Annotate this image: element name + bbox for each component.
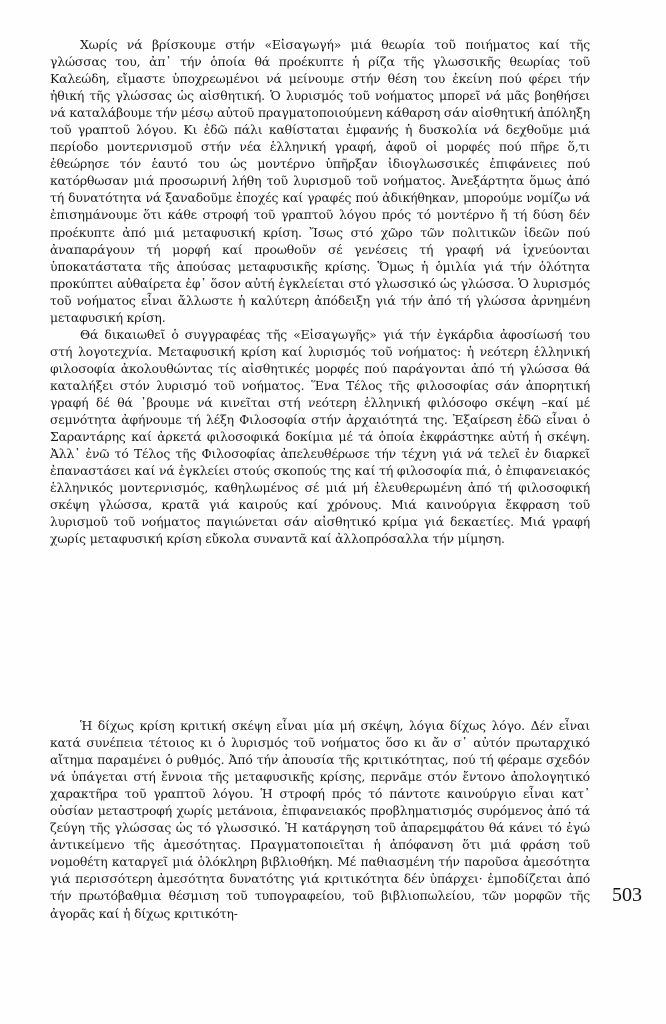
paragraph bbox=[50, 36, 590, 326]
paragraph bbox=[50, 326, 590, 548]
text-section-1 bbox=[50, 36, 590, 547]
paragraph-text: Ἡ δίχως κρίση κριτική σκέψη εἶναι μία μή σκέψη, λόγια δίχως λόγο. Δέν εἶναι κατά συνέπεια τέτοιος κι ὁ λυρισμός τοῦ νοήματος ὅσο κι ἄν σ᾽ αὐτόν πρωταρχικό αἴτημα παραμένει ὁ ρυθμός. Ἀπό τήν ἀπουσία τῆς κριτικότητας, πού τή φέραμε σχεδόν νά ὑπάγεται στή ἔννοια τῆς μεταφυσικῆς κρίσης, περνᾶμε στόν ἔντονο ἀπολογητικό χαρακτῆρα τοῦ γραπτοῦ λόγου. Ἡ στροφή πρός τό πάντοτε καινούργιο εἶναι κατ᾽ οὐσίαν μεταστροφή χωρίς μετάνοια, ἐπιφανειακός προβληματισμός συρόμενος ἀπό τά ζεύγη τῆς γλώσσας ὡς τό γλωσσικό. Ἡ κατάργηση τοῦ ἀπαρεμφάτου θά κάνει τό ἐγώ ἀντικείμενο τῆς ἀμεσότητας. Πραγματοποιεῖται ἡ ἀπόφανση ὅτι μιά φράση τοῦ νομοθέτη καταργεῖ μιά ὁλόκληρη βιβλιοθήκη. Μέ παθιασμένη τήν παροῦσα ἀμεσότητα γιά περισσότερη ἀμεσότητα δυνατότης γιά κριτικότητα δέν ὑπάρχει· ἐμποδίζεται ἀπό τήν πρωτόβαθμια θέσμιση τοῦ τυπογραφείου, τοῦ βιβλιοπωλείου, τῶν μορφῶν τῆς ἀγορᾶς καί ἡ δίχως κριτικότη- bbox=[50, 718, 590, 921]
paragraph-text: Θά δικαιωθεῖ ὁ συγγραφέας τῆς «Εἰσαγωγῆς» γιά τήν ἐγκάρδια ἀφοσίωσή του στή λογοτεχνία. Μεταφυσική κρίση καί λυρισμός τοῦ νοήματος: ἡ νεότερη ἑλληνική φιλοσοφία ἀκολουθώντας τίς αἰσθητικές μορφές πού παράγονται ἀπό τή γλώσσα θά καταλήξει στόν λυρισμό τοῦ νοήματος. Ἕνα Τέλος τῆς φιλοσοφίας σάν ἀπορητική γραφή δέ θά ᾽βρουμε νά κινεῖται στή νεότερη ἑλληνική φιλόσοφο σκέψη –καί μέ σεμνότητα ἀφήνουμε τή λέξη Φιλοσοφία στήν ἀρχαιότητά της. Ἐξαίρεση ἐδῶ εἶναι ὁ Σαραντάρης καί ἀρκετά φιλοσοφικά δοκίμια μέ τά ὁποία ἐκφράστηκε αὐτή ἡ σκέψη. Ἀλλ᾽ ἐνῶ τό Τέλος τῆς Φιλοσοφίας ἀπελευθέρωσε τήν τέχνη γιά νά τελεῖ ἐν διαρκεῖ ἐπαναστάσει καί νά ἐγκλείει στούς σκοπούς της καί τή φιλοσοφία πιά, ὁ ἐπιφανειακός ἑλληνικός μοντερνισμός, καθηλωμένος σέ μιά μή ἐλευθερωμένη ἀπό τή φιλοσοφική σκέψη γλώσσα, κρατᾶ γιά καιρούς καί χρόνους. Μιά καινούργια ἔκφραση τοῦ λυρισμοῦ τοῦ νοήματος παγιώνεται σάν αἰσθητικό κρίμα γιά δεκαετίες. Μιά γραφή χωρίς μεταφυσική κρίση εὔκολα συναντᾶ καί ἀλλοπρόσαλλα τήν μίμηση. bbox=[50, 326, 590, 547]
paragraph bbox=[50, 717, 590, 922]
page-number: 503 bbox=[612, 884, 642, 906]
paragraph-text: Χωρίς νά βρίσκουμε στήν «Εἰσαγωγή» μιά θεωρία τοῦ ποιήματος καί τῆς γλώσσας του, ἀπ᾽ τήν ὁποία θά προέκυπτε ἡ ρίζα τῆς γλωσσικῆς θεωρίας τοῦ Καλεώδη, εἴμαστε ὑποχρεωμένοι νά μείνουμε στήν θέση του ἐκείνη πού φέρει τήν ἠθική τῆς γλώσσας ὡς αἰσθητική. Ὁ λυρισμός τοῦ νοήματος μπορεῖ νά μᾶς βοηθήσει νά καταλάβουμε τήν μέσῳ αὐτοῦ πραγματοποιούμενη κάθαρση σάν αἰσθητική ἀπόληξη τοῦ γραπτοῦ λόγου. Κι ἐδῶ πάλι καθίσταται ἐμφανής ἡ δυσκολία νά δεχθοῦμε μιά περίοδο μοντερνισμοῦ στήν νέα ἑλληνική γραφή, ἀφοῦ οἱ μορφές πού πῆρε ὅ,τι ἐθεώρησε τόν ἑαυτό του ὡς μοντέρνο ὑπῆρξαν ἰδιογλωσσικές ἐπιφάνειες πού κατόρθωσαν μιά προσωρινή λήθη τοῦ λυρισμοῦ τοῦ νοήματος. Ἀνεξάρτητα ὅμως ἀπό τή δυνατότητα νά ξαναδοῦμε ἐποχές καί γραφές πού ἀδικήθηκαν, μπορούμε νομίζω νά ἐπισημάνουμε ὅτι κάθε στροφή τοῦ γραπτοῦ λόγου πρός τό μοντέρνο ἤ τή δύση δέν προέκυπτε ἀπό μιά μεταφυσική κρίση. Ἴσως στό χῶρο τῶν πολιτικῶν ἰδεῶν πού ἀναπαράγουν τή μορφή καί προωθοῦν σέ γενέσεις τή γραφή νά ἰχνεύονται ὑποκατάστατα τῆς ἀπούσας μεταφυσικῆς κρίσης. Ὅμως ἡ ὁμιλία γιά τήν ὁλότητα προκύπτει αὐθαίρετα ἐφ᾽ ὅσον αὐτή ἐγκλείεται στό γλωσσικό ὡς γλώσσα. Ὁ λυρισμός τοῦ νοήματος εἶναι ἄλλωστε ἡ καλύτερη ἀπόδειξη γιά τήν ἀπό τή γλώσσα ἀρνημένη μεταφυσική κρίση. bbox=[50, 37, 590, 325]
text-section-2 bbox=[50, 717, 590, 922]
